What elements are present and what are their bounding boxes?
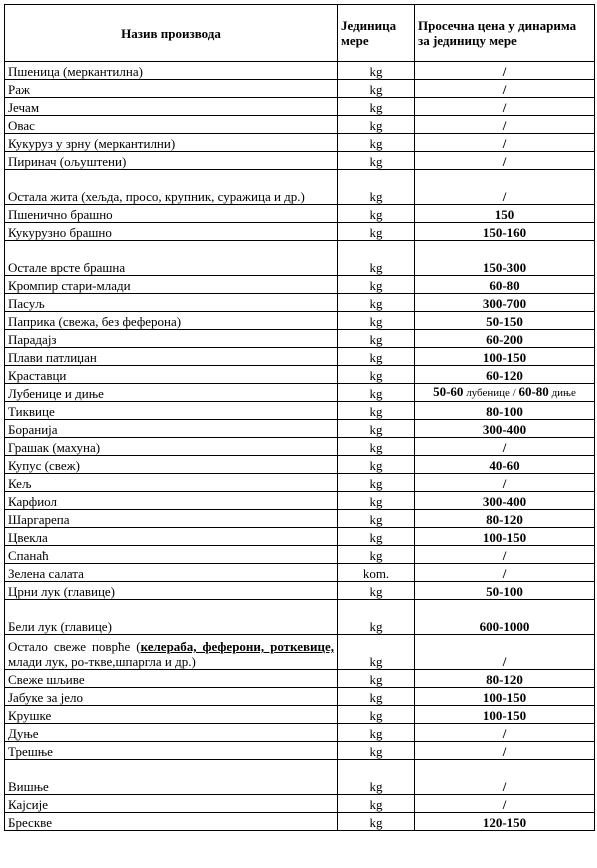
- price-cell: 150-300: [415, 241, 595, 276]
- product-name-cell: Остале врсте брашна: [5, 241, 338, 276]
- price-cell: 60-120: [415, 366, 595, 384]
- unit-cell: kg: [338, 294, 415, 312]
- table-row: [5, 528, 595, 546]
- product-name-cell: Пасуљ: [5, 294, 338, 312]
- table-row: [5, 312, 595, 330]
- unit-cell: kg: [338, 330, 415, 348]
- price-cell: /: [415, 152, 595, 170]
- product-name-cell: Тиквице: [5, 402, 338, 420]
- price-cell: /: [415, 80, 595, 98]
- price-cell: 300-400: [415, 492, 595, 510]
- unit-cell: kg: [338, 384, 415, 402]
- header-product-name: Назив производа: [5, 5, 338, 62]
- product-name-cell: Трешње: [5, 742, 338, 760]
- table-row: [5, 116, 595, 134]
- product-name-cell: Кромпир стари-млади: [5, 276, 338, 294]
- melon-label: диње: [548, 387, 576, 399]
- table-row: [5, 80, 595, 98]
- price-cell: /: [415, 98, 595, 116]
- table-row: [5, 706, 595, 724]
- watermelon-label: лубенице /: [463, 387, 519, 399]
- price-cell: 80-120: [415, 670, 595, 688]
- table-row: [5, 742, 595, 760]
- table-row: [5, 241, 595, 276]
- other-veg-bold-items: келераба, феферони, роткевице,: [140, 639, 334, 654]
- table-row: [5, 564, 595, 582]
- table-row: [5, 384, 595, 402]
- table-row: [5, 294, 595, 312]
- watermelon-price: 50-60: [433, 384, 464, 399]
- table-row: [5, 438, 595, 456]
- unit-cell: kg: [338, 134, 415, 152]
- unit-cell: kg: [338, 635, 415, 670]
- unit-cell: kg: [338, 438, 415, 456]
- table-row: [5, 420, 595, 438]
- table-row: [5, 688, 595, 706]
- table-row: [5, 62, 595, 80]
- price-cell: /: [415, 564, 595, 582]
- unit-cell: kg: [338, 205, 415, 223]
- price-table-sheet: [4, 4, 594, 831]
- product-name-cell: [5, 635, 338, 670]
- product-name-cell: Бели лук (главице): [5, 600, 338, 635]
- product-name-cell: Дуње: [5, 724, 338, 742]
- price-cell: 600-1000: [415, 600, 595, 635]
- unit-cell: kg: [338, 241, 415, 276]
- price-cell: /: [415, 62, 595, 80]
- price-cell: 150-160: [415, 223, 595, 241]
- price-cell: 100-150: [415, 528, 595, 546]
- table-row: [5, 134, 595, 152]
- price-cell: 100-150: [415, 348, 595, 366]
- unit-cell: kg: [338, 795, 415, 813]
- product-name-cell: Пшеница (меркантилна): [5, 62, 338, 80]
- product-name-cell: Вишње: [5, 760, 338, 795]
- unit-cell: kg: [338, 348, 415, 366]
- table-row: [5, 366, 595, 384]
- price-cell: 80-120: [415, 510, 595, 528]
- price-cell: 100-150: [415, 706, 595, 724]
- other-veg-prefix: Остало свеже поврће (: [8, 639, 141, 654]
- product-name-cell: Грашак (махуна): [5, 438, 338, 456]
- table-row: [5, 670, 595, 688]
- melon-price: 60-80: [518, 384, 549, 399]
- price-cell: /: [415, 170, 595, 205]
- unit-cell: kom.: [338, 564, 415, 582]
- unit-cell: kg: [338, 670, 415, 688]
- unit-cell: kg: [338, 98, 415, 116]
- product-name-cell: Паприка (свежа, без феферона): [5, 312, 338, 330]
- price-cell: 60-80: [415, 276, 595, 294]
- header-average-price: Просечна цена у динарима за јединицу мере: [415, 5, 595, 62]
- product-name-cell: Шаргарепа: [5, 510, 338, 528]
- product-name-cell: Карфиол: [5, 492, 338, 510]
- price-cell: 80-100: [415, 402, 595, 420]
- unit-cell: kg: [338, 456, 415, 474]
- table-row: [5, 170, 595, 205]
- unit-cell: kg: [338, 276, 415, 294]
- table-row: [5, 474, 595, 492]
- price-cell: 300-400: [415, 420, 595, 438]
- product-name-cell: Крушке: [5, 706, 338, 724]
- unit-cell: kg: [338, 62, 415, 80]
- product-name-cell: Спанаћ: [5, 546, 338, 564]
- price-cell: /: [415, 760, 595, 795]
- price-cell: 50-150: [415, 312, 595, 330]
- table-row: [5, 795, 595, 813]
- unit-cell: kg: [338, 312, 415, 330]
- product-name-cell: Црни лук (главице): [5, 582, 338, 600]
- unit-cell: kg: [338, 492, 415, 510]
- unit-cell: kg: [338, 402, 415, 420]
- unit-cell: kg: [338, 528, 415, 546]
- price-cell: /: [415, 635, 595, 670]
- table-row: [5, 546, 595, 564]
- price-cell: 40-60: [415, 456, 595, 474]
- product-name-cell: Кељ: [5, 474, 338, 492]
- product-name-cell: Боранија: [5, 420, 338, 438]
- unit-cell: kg: [338, 116, 415, 134]
- table-row: [5, 223, 595, 241]
- header-row: [5, 5, 595, 62]
- product-name-cell: Брескве: [5, 813, 338, 831]
- price-cell: /: [415, 724, 595, 742]
- unit-cell: kg: [338, 546, 415, 564]
- price-cell: /: [415, 116, 595, 134]
- product-name-cell: Цвекла: [5, 528, 338, 546]
- price-cell: 120-150: [415, 813, 595, 831]
- unit-cell: kg: [338, 170, 415, 205]
- price-cell: /: [415, 546, 595, 564]
- table-row: [5, 492, 595, 510]
- table-row: [5, 813, 595, 831]
- product-name-cell: Остала жита (хељда, просо, крупник, суражица и др.): [5, 170, 338, 205]
- table-row: [5, 760, 595, 795]
- product-name-cell: Овас: [5, 116, 338, 134]
- table-row: [5, 276, 595, 294]
- unit-cell: kg: [338, 223, 415, 241]
- product-name-cell: Плави патлиџан: [5, 348, 338, 366]
- table-row: [5, 600, 595, 635]
- product-name-cell: Парадајз: [5, 330, 338, 348]
- product-name-cell: Кукурузно брашно: [5, 223, 338, 241]
- product-name-cell: Свеже шљиве: [5, 670, 338, 688]
- price-table: [4, 4, 595, 831]
- price-cell: 300-700: [415, 294, 595, 312]
- unit-cell: kg: [338, 813, 415, 831]
- price-cell: 50-100: [415, 582, 595, 600]
- product-name-cell: Пшенично брашно: [5, 205, 338, 223]
- unit-cell: kg: [338, 742, 415, 760]
- unit-cell: kg: [338, 688, 415, 706]
- table-row: [5, 205, 595, 223]
- table-row: [5, 348, 595, 366]
- product-name-cell: Кукуруз у зрну (меркантилни): [5, 134, 338, 152]
- unit-cell: kg: [338, 510, 415, 528]
- unit-cell: kg: [338, 366, 415, 384]
- product-name-cell: Кајсије: [5, 795, 338, 813]
- product-name-cell: Зелена салата: [5, 564, 338, 582]
- price-cell: 150: [415, 205, 595, 223]
- price-cell: /: [415, 134, 595, 152]
- unit-cell: kg: [338, 474, 415, 492]
- other-veg-rest: млади лук, ро-ткве,шпаргла и др.): [8, 654, 196, 669]
- price-cell: 100-150: [415, 688, 595, 706]
- table-row: [5, 510, 595, 528]
- price-cell: /: [415, 742, 595, 760]
- product-name-cell: Јечам: [5, 98, 338, 116]
- product-name-cell: Пиринач (ољуштени): [5, 152, 338, 170]
- unit-cell: kg: [338, 420, 415, 438]
- table-row: [5, 402, 595, 420]
- unit-cell: kg: [338, 760, 415, 795]
- product-name-cell: Купус (свеж): [5, 456, 338, 474]
- table-row: [5, 582, 595, 600]
- price-cell: /: [415, 474, 595, 492]
- unit-cell: kg: [338, 706, 415, 724]
- product-name-cell: Краставци: [5, 366, 338, 384]
- table-row: [5, 98, 595, 116]
- unit-cell: kg: [338, 80, 415, 98]
- table-row: [5, 152, 595, 170]
- price-cell: /: [415, 438, 595, 456]
- product-name-cell: Јабуке за јело: [5, 688, 338, 706]
- product-name-cell: Раж: [5, 80, 338, 98]
- unit-cell: kg: [338, 152, 415, 170]
- price-cell: 60-200: [415, 330, 595, 348]
- price-cell: [415, 384, 595, 402]
- table-row: [5, 330, 595, 348]
- product-name-cell: Лубенице и диње: [5, 384, 338, 402]
- header-unit: Јединица мере: [338, 5, 415, 62]
- table-row: [5, 456, 595, 474]
- table-row: [5, 724, 595, 742]
- unit-cell: kg: [338, 582, 415, 600]
- table-body: [5, 62, 595, 831]
- price-cell: /: [415, 795, 595, 813]
- unit-cell: kg: [338, 724, 415, 742]
- table-row: [5, 635, 595, 670]
- unit-cell: kg: [338, 600, 415, 635]
